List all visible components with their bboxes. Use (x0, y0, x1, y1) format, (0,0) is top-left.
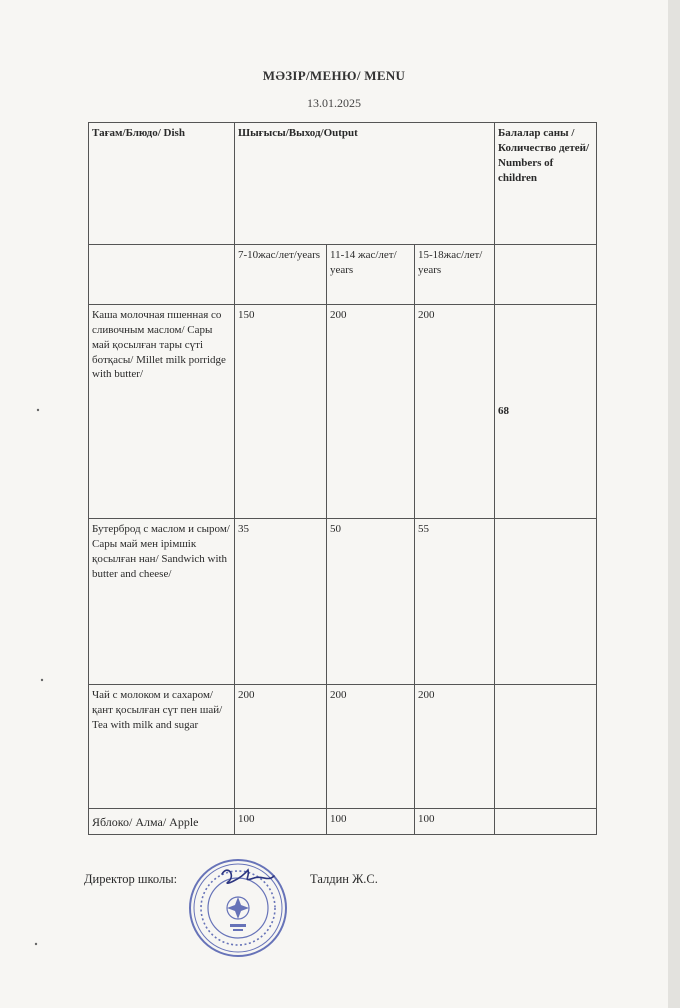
output-7-10: 100 (235, 809, 327, 835)
header-output: Шығысы/Выход/Output (235, 123, 495, 245)
output-7-10: 150 (235, 305, 327, 519)
empty-cell (495, 685, 597, 809)
output-11-14: 50 (327, 519, 415, 685)
dish-name: Каша молочная пшенная со сливочным маслом/ Сары май қосылған тары сүті ботқасы/ Millet milk porridge with butter/ (89, 305, 235, 519)
output-15-18: 200 (415, 305, 495, 519)
page-mark (34, 942, 38, 946)
output-11-14: 200 (327, 305, 415, 519)
empty-cell (89, 245, 235, 305)
empty-cell (495, 809, 597, 835)
dish-name: Чай с молоком и сахаром/қант қосылған сүт пен шай/ Tea with milk and sugar (89, 685, 235, 809)
menu-date: 13.01.2025 (307, 96, 361, 110)
table-age-row (89, 245, 597, 305)
output-15-18: 100 (415, 809, 495, 835)
output-15-18: 200 (415, 685, 495, 809)
output-11-14: 100 (327, 809, 415, 835)
header-age-15-18: 15-18жас/лет/ years (415, 245, 495, 305)
output-7-10: 200 (235, 685, 327, 809)
school-seal-icon (178, 856, 306, 960)
table-row (89, 519, 597, 685)
table-row (89, 809, 597, 835)
page-mark (36, 408, 40, 412)
menu-title: МӘЗІР/МЕНЮ/ MENU (262, 68, 406, 83)
header-age-7-10: 7-10жас/лет/years (235, 245, 327, 305)
page-mark (40, 678, 44, 682)
children-count: 68 (495, 305, 597, 519)
empty-cell (495, 519, 597, 685)
dish-name: Яблоко/ Алма/ Apple (89, 809, 235, 835)
dish-name: Бутерброд с маслом и сыром/ Сары май мен ірімшік қосылған нан/ Sandwich with butter and cheese/ (89, 519, 235, 685)
page-edge (668, 0, 680, 1008)
director-label: Директор школы: (84, 872, 178, 886)
header-age-11-14: 11-14 жас/лет/ years (327, 245, 415, 305)
output-11-14: 200 (327, 685, 415, 809)
menu-table (88, 122, 597, 835)
output-7-10: 35 (235, 519, 327, 685)
header-dish: Тағам/Блюдо/ Dish (89, 123, 235, 245)
empty-cell (495, 245, 597, 305)
table-row (89, 305, 597, 519)
header-children: Балалар саны /Количество детей/ Numbers of children (495, 123, 597, 245)
output-15-18: 55 (415, 519, 495, 685)
director-name: Талдин Ж.С. (310, 872, 378, 886)
table-row (89, 685, 597, 809)
table-header-row (89, 123, 597, 245)
